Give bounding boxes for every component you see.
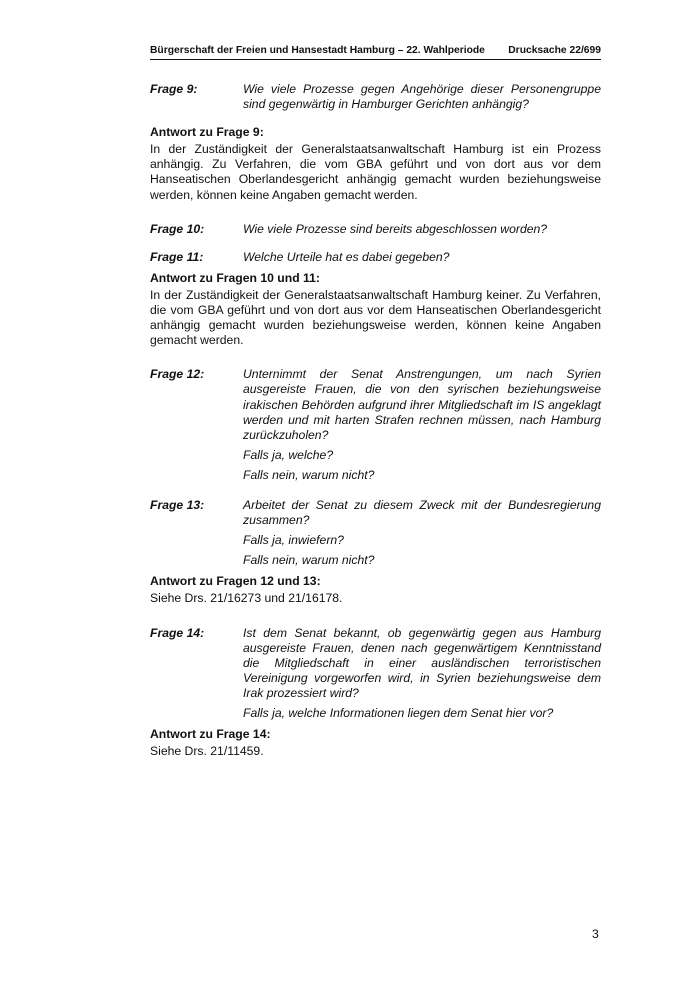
question-text <box>243 82 601 112</box>
question-13-followup-no: Falls nein, warum nicht? <box>243 553 375 568</box>
answer-12-13-text: Siehe Drs. 21/16273 und 21/16178. <box>150 591 343 606</box>
question-14 <box>150 626 601 722</box>
question-9-text: Wie viele Prozesse gegen Angehörige dieser Personengruppe sind gegenwärtig in Hamburger Gerichten anhängig? <box>243 82 601 112</box>
question-10-text: Wie viele Prozesse sind bereits abgeschlossen worden? <box>243 221 548 236</box>
question-11 <box>150 250 601 265</box>
question-label: Frage 14: <box>150 625 205 640</box>
question-13 <box>150 498 601 568</box>
question-text <box>243 367 601 483</box>
answer-9-heading: Antwort zu Frage 9: <box>150 125 264 140</box>
answer-10-11-text: In der Zuständigkeit der Generalstaatsanwaltschaft Hamburg keiner. Zu Verfahren, die vom GBA geführt und von dort aus vor dem Hanseatischen Oberlandesgericht anhängig gemacht wurden beziehungsweise werden, können keine Angaben gemacht werden. <box>150 287 601 348</box>
question-text <box>243 626 601 722</box>
question-label: Frage 12: <box>150 367 205 382</box>
document-body <box>150 82 601 759</box>
header-title: Bürgerschaft der Freien und Hansestadt Hamburg – 22. Wahlperiode <box>150 45 485 56</box>
page-number: 3 <box>592 927 599 941</box>
answer-10-11-heading: Antwort zu Fragen 10 und 11: <box>150 270 320 285</box>
question-text <box>243 250 601 265</box>
question-10 <box>150 222 601 237</box>
question-13-followup-yes: Falls ja, inwiefern? <box>243 533 344 548</box>
question-label: Frage 11: <box>150 249 204 264</box>
header-rule <box>150 59 601 60</box>
question-12-followup-no: Falls nein, warum nicht? <box>243 467 375 482</box>
answer-14-heading: Antwort zu Frage 14: <box>150 727 271 742</box>
header-drucksache: Drucksache 22/699 <box>508 45 601 56</box>
question-label: Frage 13: <box>150 497 205 512</box>
answer-14-text: Siehe Drs. 21/11459. <box>150 744 264 759</box>
question-12-text: Unternimmt der Senat Anstrengungen, um nach Syrien ausgereiste Frauen, die von den syrischen beziehungsweise irakischen Behörden aufgrund ihrer Mitgliedschaft im IS angeklagt werden und mit harten Strafen rechnen müssen, nach Hamburg zurückzuholen? <box>243 367 601 442</box>
answer-9-text: In der Zuständigkeit der Generalstaatsanwaltschaft Hamburg ist ein Prozess anhängig. Zu Verfahren, die vom GBA geführt und von dort aus vor dem Hanseatischen Oberlandesgericht anhängig gemacht wurden beziehungsweise werden, können keine Angaben gemacht werden. <box>150 142 601 202</box>
page-header <box>150 44 601 57</box>
question-12 <box>150 367 601 483</box>
question-text <box>243 498 601 568</box>
question-text <box>243 222 601 237</box>
question-12-followup-yes: Falls ja, welche? <box>243 447 334 462</box>
question-label: Frage 10: <box>150 221 205 236</box>
question-label: Frage 9: <box>150 82 198 96</box>
question-14-followup-yes: Falls ja, welche Informationen liegen dem Senat hier vor? <box>243 706 554 720</box>
answer-12-13-heading: Antwort zu Fragen 12 und 13: <box>150 574 321 589</box>
question-13-text: Arbeitet der Senat zu diesem Zweck mit der Bundesregierung zusammen? <box>243 497 601 528</box>
question-11-text: Welche Urteile hat es dabei gegeben? <box>243 249 450 264</box>
question-9 <box>150 82 601 112</box>
question-14-text: Ist dem Senat bekannt, ob gegenwärtig gegen aus Hamburg ausgereiste Frauen, denen nach gegenwärtigem Kenntnisstand die Mitgliedschaft in einer ausländischen terroristischen Vereinigung vorgeworfen wird, in Syrien beziehungsweise dem Irak prozessiert wird? <box>243 625 601 700</box>
